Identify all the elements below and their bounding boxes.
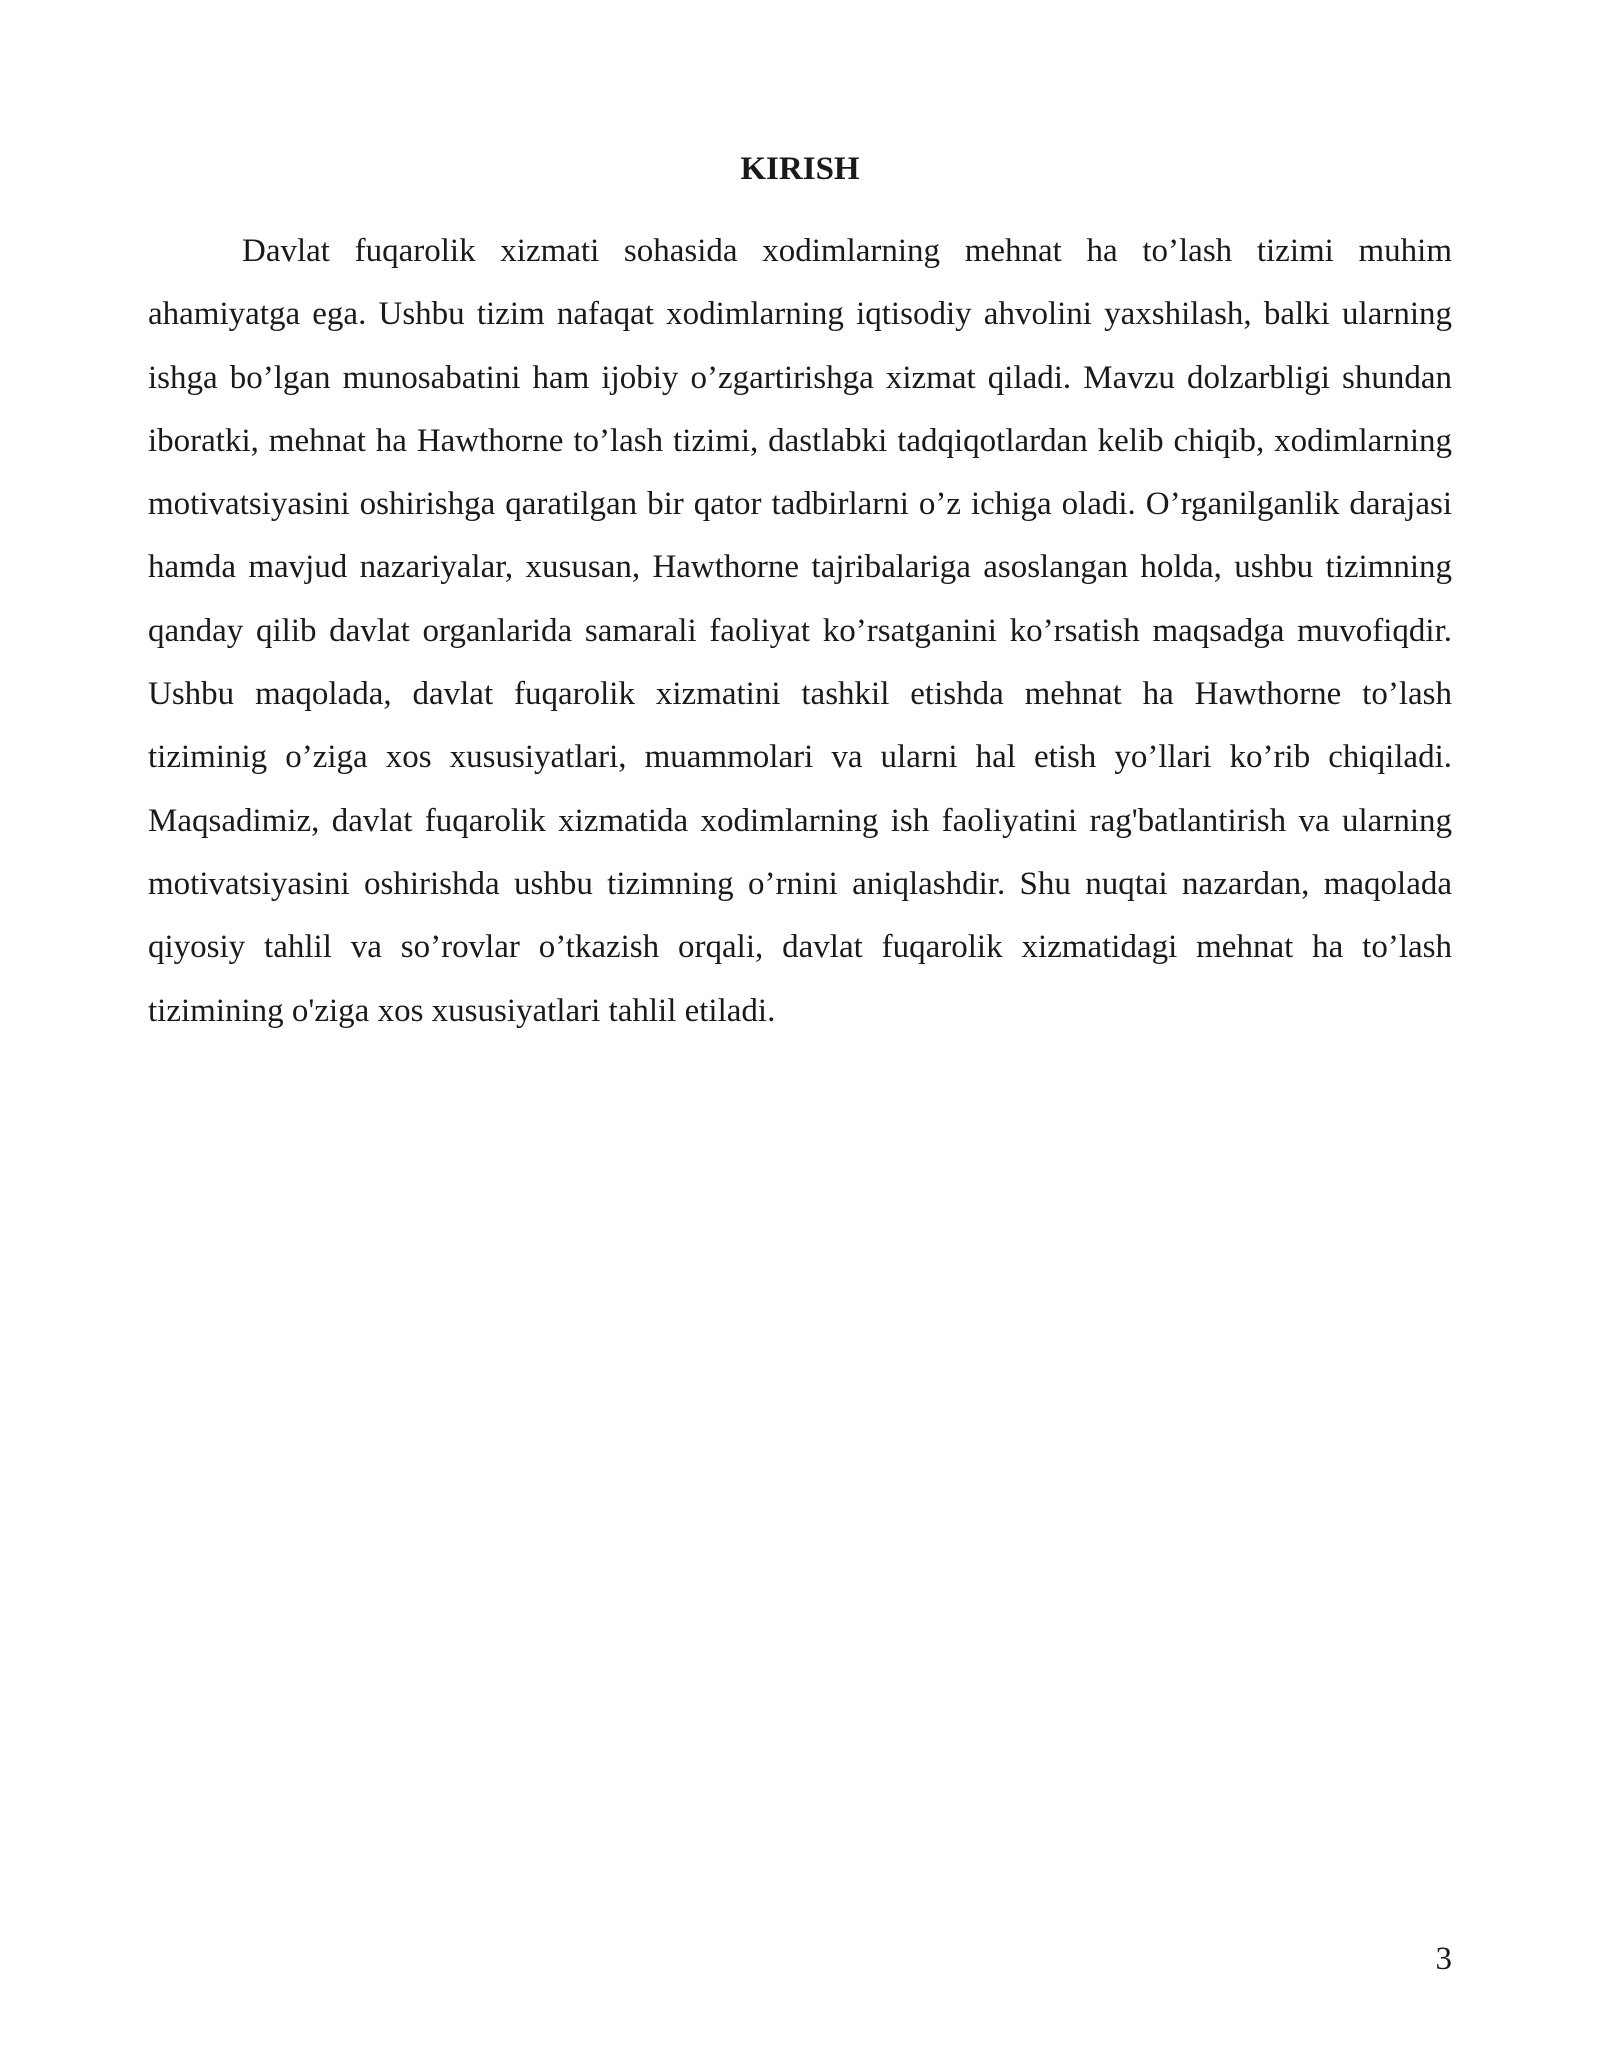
section-heading: KIRISH (740, 151, 860, 187)
page-number: 3 (1435, 1941, 1452, 1977)
body-paragraph: Davlat fuqarolik xizmati sohasida xodimlarning mehnat ha to’lash tizimi muhim ahamiyatga ega. Ushbu tizim nafaqat xodimlarning iqtisodiy ahvolini yaxshilash, balki ularning ishga bo’lgan munosabatini ham ijobiy o’zgartirishga xizmat qiladi. Mavzu dolzarbligi shundan iboratki, mehnat ha Hawthorne to’lash tizimi, dastlabki tadqiqotlardan kelib chiqib, xodimlarning motivatsiyasini oshirishga qaratilgan bir qator tadbirlarni o’z ichiga oladi. O’rganilganlik darajasi hamda mavjud nazariyalar, xususan, Hawthorne tajribalariga asoslangan holda, ushbu tizimning qanday qilib davlat organlarida samarali faoliyat ko’rsatganini ko’rsatish maqsadga muvofiqdir. Ushbu maqolada, davlat fuqarolik xizmatini tashkil etishda mehnat ha Hawthorne to’lash tiziminig o’ziga xos xususiyatlari, muammolari va ularni hal etish yo’llari ko’rib chiqiladi. Maqsadimiz, davlat fuqarolik xizmatida xodimlarning ish faoliyatini rag'batlantirish va ularning motivatsiyasini oshirishda ushbu tizimning o’rnini aniqlashdir. Shu nuqtai nazardan, maqolada qiyosiy tahlil va so’rovlar o’tkazish orqali, davlat fuqarolik xizmatidagi mehnat ha to’lash tizimining o'ziga xos xususiyatlari tahlil etiladi. (148, 233, 1452, 1029)
